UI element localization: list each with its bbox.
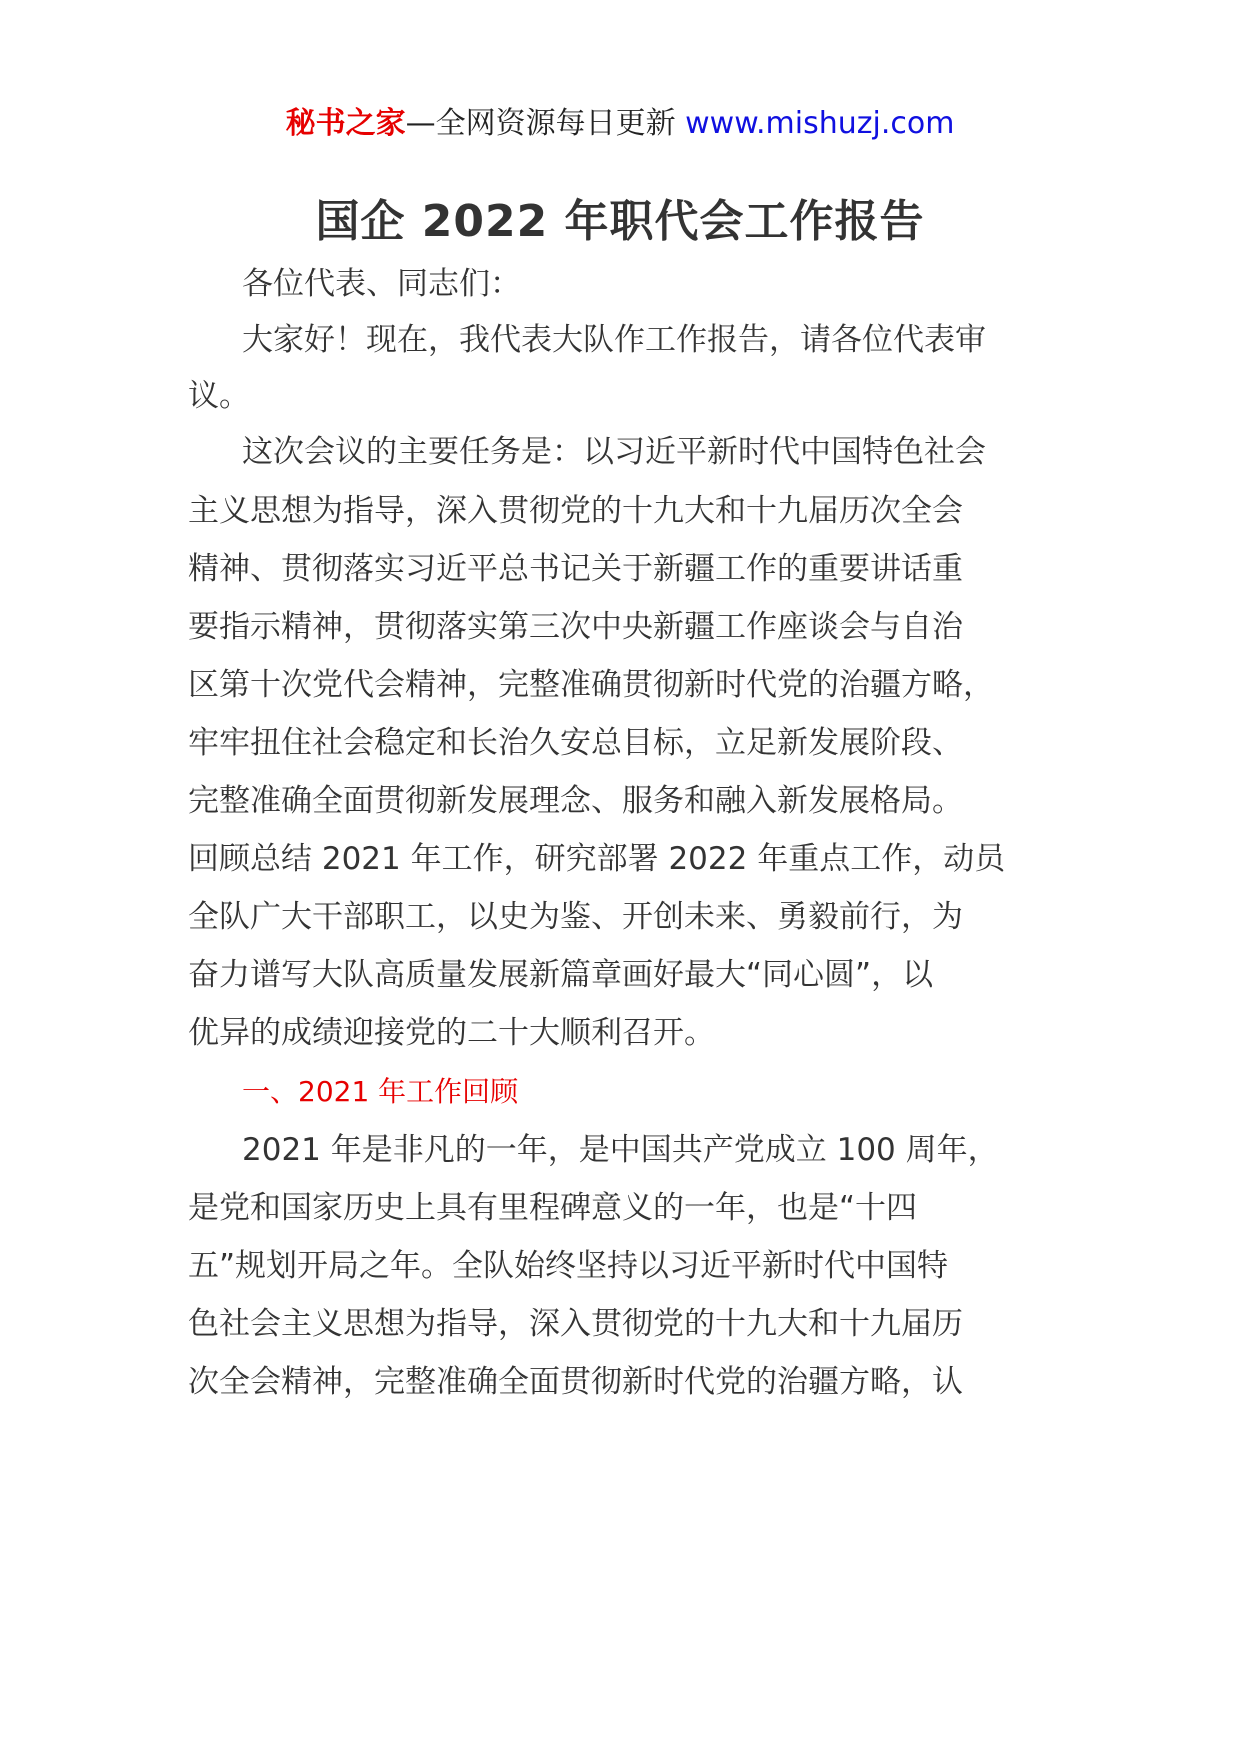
- paragraph-line: 2021 年是非凡的一年，是中国共产党成立 100 周年，: [242, 1132, 999, 1168]
- paragraph-line: 要指示精神，贯彻落实第三次中央新疆工作座谈会与自治: [188, 609, 963, 645]
- paragraph-line: 议。: [188, 378, 250, 414]
- paragraph-line: 色社会主义思想为指导，深入贯彻党的十九大和十九届历: [188, 1306, 963, 1342]
- paragraph-line: 五”规划开局之年。全队始终坚持以习近平新时代中国特: [188, 1248, 949, 1284]
- site-slogan: —全网资源每日更新: [405, 106, 676, 141]
- paragraph-line: 优异的成绩迎接党的二十大顺利召开。: [188, 1015, 715, 1051]
- paragraph-line: 全队广大干部职工，以史为鉴、开创未来、勇毅前行，为: [188, 899, 963, 935]
- paragraph-line: 是党和国家历史上具有里程碑意义的一年，也是“十四: [188, 1190, 918, 1226]
- document-title: 国企 2022 年职代会工作报告: [315, 196, 925, 247]
- paragraph-line: 次全会精神，完整准确全面贯彻新时代党的治疆方略，认: [188, 1364, 963, 1400]
- paragraph-line: 精神、贯彻落实习近平总书记关于新疆工作的重要讲话重: [188, 551, 963, 587]
- brand-name: 秘书之家: [285, 106, 406, 141]
- site-banner: [0, 102, 1240, 146]
- paragraph-line: 牢牢扭住社会稳定和长治久安总目标，立足新发展阶段、: [188, 725, 963, 761]
- salutation: 各位代表、同志们：: [242, 266, 521, 302]
- paragraph-line: 区第十次党代会精神，完整准确贯彻新时代党的治疆方略，: [188, 667, 994, 703]
- site-url[interactable]: www.mishuzj.com: [685, 106, 955, 141]
- paragraph-line: 奋力谱写大队高质量发展新篇章画好最大“同心圆”，以: [188, 957, 934, 993]
- paragraph-line: 完整准确全面贯彻新发展理念、服务和融入新发展格局。: [188, 783, 963, 819]
- paragraph-line: 这次会议的主要任务是：以习近平新时代中国特色社会: [242, 434, 986, 470]
- section-heading: 一、2021 年工作回顾: [242, 1075, 519, 1108]
- paragraph-line: 主义思想为指导，深入贯彻党的十九大和十九届历次全会: [188, 493, 963, 529]
- paragraph-line: 大家好！现在，我代表大队作工作报告，请各位代表审: [242, 322, 986, 358]
- paragraph-line: 回顾总结 2021 年工作，研究部署 2022 年重点工作，动员: [188, 841, 1006, 877]
